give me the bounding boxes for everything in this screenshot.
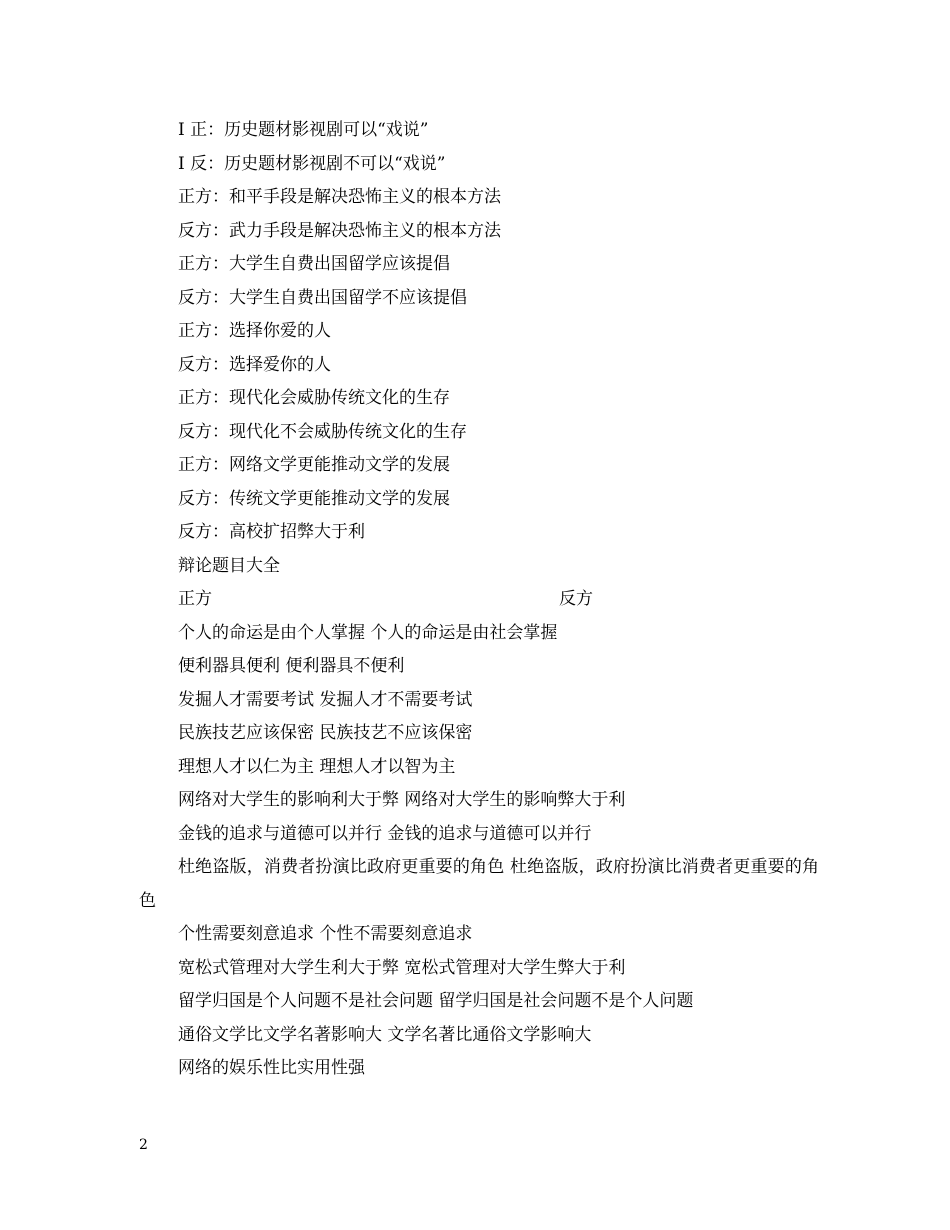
table-header-row [139, 583, 819, 617]
topic-line: I 正：历史题材影视剧可以“戏说” [178, 120, 429, 140]
page-content [139, 114, 819, 1086]
topic-pair-line: 民族技艺应该保密 民族技艺不应该保密 [178, 723, 473, 743]
page-number: 2 [139, 1137, 148, 1153]
topic-pair-line: 便利器具便利 便利器具不便利 [178, 656, 405, 676]
topic-line: 反方：高校扩招弊大于利 [178, 522, 365, 542]
topic-line: 反方：武力手段是解决恐怖主义的根本方法 [178, 220, 501, 241]
topic-line: 正方：现代化会威胁传统文化的生存 [178, 388, 450, 408]
topic-pair-line: 网络的娱乐性比实用性强 [178, 1058, 365, 1078]
topic-line: 正方：网络文学更能推动文学的发展 [178, 455, 450, 475]
topic-pair-line: 杜绝盗版，消费者扮演比政府更重要的角色 杜绝盗版，政府扮演比消费者更重要的角色 [139, 857, 819, 911]
topic-line: 反方：现代化不会威胁传统文化的生存 [178, 421, 467, 442]
topic-line: 反方：传统文学更能推动文学的发展 [178, 488, 450, 509]
topic-pair-line: 发掘人才需要考试 发掘人才不需要考试 [178, 689, 473, 710]
topic-line: I 反：历史题材影视剧不可以“戏说” [178, 153, 446, 174]
topic-pair-line: 通俗文学比文学名著影响大 文学名著比通俗文学影响大 [178, 1024, 592, 1045]
topic-pair-line: 理想人才以仁为主 理想人才以智为主 [178, 756, 456, 777]
section-heading: 辩论题目大全 [178, 555, 280, 576]
topic-line: 正方：和平手段是解决恐怖主义的根本方法 [178, 187, 501, 207]
topic-pair-line: 留学归国是个人问题不是社会问题 留学归国是社会问题不是个人问题 [178, 991, 694, 1011]
topic-line: 反方：大学生自费出国留学不应该提倡 [178, 287, 467, 308]
topic-pair-line: 网络对大学生的影响利大于弊 网络对大学生的影响弊大于利 [178, 790, 626, 810]
topic-pair-line: 宽松式管理对大学生利大于弊 宽松式管理对大学生弊大于利 [178, 957, 626, 978]
topic-pair-line: 个性需要刻意追求 个性不需要刻意追求 [178, 924, 473, 944]
header-negative: 反方 [559, 589, 593, 609]
topic-line: 反方：选择爱你的人 [178, 354, 331, 375]
topic-pair-line: 个人的命运是由个人掌握 个人的命运是由社会掌握 [178, 622, 558, 643]
header-affirmative: 正方 [178, 589, 212, 609]
topic-line: 正方：选择你爱的人 [178, 321, 331, 341]
topic-pair-line: 金钱的追求与道德可以并行 金钱的追求与道德可以并行 [178, 823, 592, 844]
topic-line: 正方：大学生自费出国留学应该提倡 [178, 254, 450, 274]
